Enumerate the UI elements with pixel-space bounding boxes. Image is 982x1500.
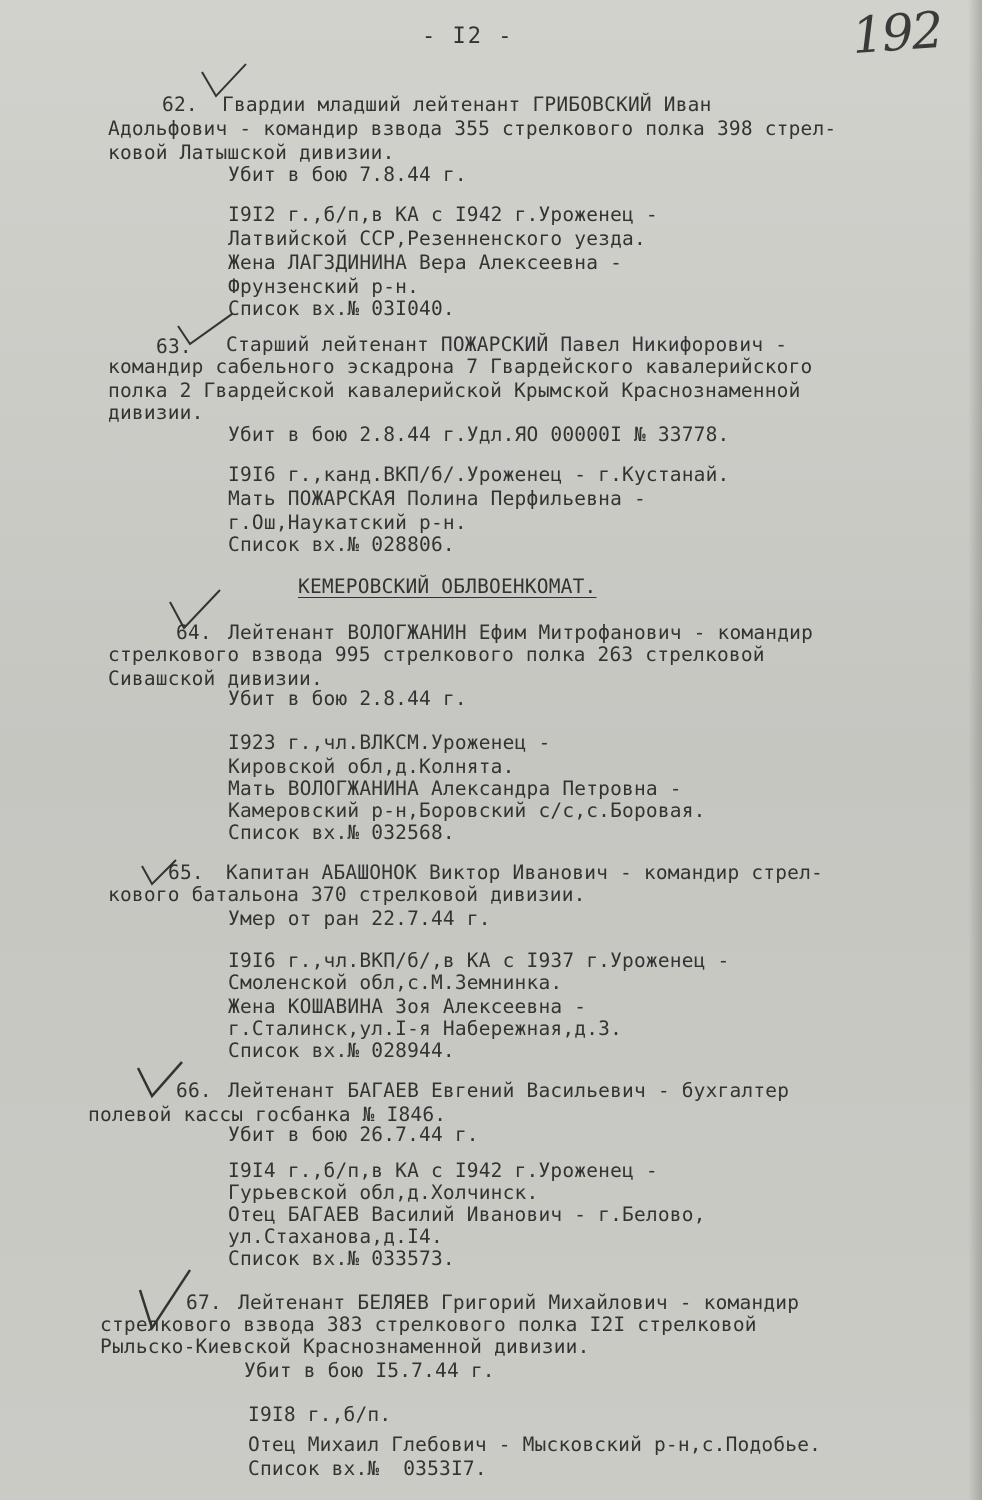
detail-line: Список вх.№ 0353I7. — [248, 1457, 487, 1480]
detail-line: Фрунзенский р-н. — [228, 275, 420, 298]
entry-number: 65. — [168, 861, 204, 884]
entry-line: Лейтенант БЕЛЯЕВ Григорий Михайлович - командир — [238, 1291, 800, 1314]
entry-line: Капитан АБАШОНОК Виктор Иванович - командир стрел- — [226, 861, 823, 884]
death-line: Убит в бою 7.8.44 г. — [228, 163, 467, 186]
entry-number: 64. — [176, 621, 212, 644]
detail-line: Список вх.№ 033573. — [228, 1247, 455, 1270]
handwritten-page-number: 192 — [850, 0, 944, 66]
detail-line: Список вх.№ 032568. — [228, 821, 455, 844]
entry-line: Старший лейтенант ПОЖАРСКИЙ Павел Никифорович - — [226, 333, 788, 356]
detail-line: Список вх.№ 028806. — [228, 533, 455, 556]
entry-line: Гвардии младший лейтенант ГРИБОВСКИЙ Иван — [222, 93, 712, 116]
detail-line: I9I4 г.,б/п,в КА с I942 г.Уроженец - — [228, 1159, 658, 1182]
entry-line: стрелкового взвода 995 стрелкового полка 263 стрелковой — [108, 643, 765, 666]
detail-line: Отец Михаил Глебович - Мысковский р-н,с.Подобье. — [248, 1433, 822, 1456]
detail-line: Камеровский р-н,Боровский с/с,с.Боровая. — [228, 799, 706, 822]
death-line: Убит в бою 2.8.44 г.Удл.ЯО 00000I № 33778. — [228, 423, 730, 446]
entry-number: 66. — [176, 1079, 212, 1102]
entry-number: 67. — [186, 1291, 222, 1314]
detail-line: Список вх.№ 03I040. — [228, 297, 455, 320]
detail-line: I9I6 г.,канд.ВКП/б/.Уроженец - г.Кустанай. — [228, 463, 730, 486]
entry-number: 62. — [162, 93, 198, 116]
entry-line: дивизии. — [108, 401, 204, 424]
detail-line: Латвийской ССР,Резенненского уезда. — [228, 227, 646, 250]
entry-line: Лейтенант БАГАЕВ Евгений Васильевич - бухгалтер — [228, 1079, 790, 1102]
death-line: Умер от ран 22.7.44 г. — [228, 907, 491, 930]
detail-line: Список вх.№ 028944. — [228, 1039, 455, 1062]
entry-line: Адольфович - командир взвода 355 стрелкового полка 398 стрел- — [108, 117, 837, 140]
death-line: Убит в бою 26.7.44 г. — [228, 1123, 479, 1146]
detail-line: Мать ВОЛОГЖАНИНА Александра Петровна - — [228, 777, 682, 800]
detail-line: Жена ЛАГЗДИНИНА Вера Алексеевна - — [228, 251, 623, 274]
death-line: Убит в бою I5.7.44 г. — [244, 1359, 495, 1382]
detail-line: Гурьевской обл,д.Холчинск. — [228, 1181, 539, 1204]
detail-line: I9I8 г.,б/п. — [248, 1403, 392, 1426]
detail-line: I9I2 г.,б/п,в КА с I942 г.Уроженец - — [228, 203, 658, 226]
detail-line: Смоленской обл,с.М.Земнинка. — [228, 971, 563, 994]
detail-line: I923 г.,чл.ВЛКСМ.Уроженец - — [228, 731, 551, 754]
entry-line: Рыльско-Киевской Краснознаменной дивизии. — [100, 1335, 590, 1358]
detail-line: Мать ПОЖАРСКАЯ Полина Перфильевна - — [228, 487, 646, 510]
detail-line: I9I6 г.,чл.ВКП/б/,в КА с I937 г.Уроженец - — [228, 949, 730, 972]
detail-line: г.Сталинск,ул.I-я Набережная,д.3. — [228, 1017, 623, 1040]
entry-number: 63. — [156, 335, 192, 358]
death-line: Убит в бою 2.8.44 г. — [228, 687, 467, 710]
entry-line: кового батальона 370 стрелковой дивизии. — [108, 883, 586, 906]
section-heading: КЕМЕРОВСКИЙ ОБЛВОЕНКОМАТ. — [298, 575, 597, 598]
entry-line: ковой Латышской дивизии. — [108, 141, 395, 164]
entry-line: стрелкового взвода 383 стрелкового полка I2I стрелковой — [100, 1313, 757, 1336]
entry-line: командир сабельного эскадрона 7 Гвардейского кавалерийского — [108, 355, 813, 378]
entry-line: Лейтенант ВОЛОГЖАНИН Ефим Митрофанович - командир — [228, 621, 814, 644]
detail-line: ул.Стаханова,д.I4. — [228, 1225, 443, 1248]
detail-line: Жена КОШАВИНА Зоя Алексеевна - — [228, 995, 587, 1018]
detail-line: Отец БАГАЕВ Василий Иванович - г.Белово, — [228, 1203, 706, 1226]
entry-line: полка 2 Гвардейской кавалерийской Крымской Краснознаменной — [108, 379, 801, 402]
detail-line: Кировской обл,д.Колнята. — [228, 755, 515, 778]
entry-line: Сивашской дивизии. — [108, 667, 323, 690]
detail-line: г.Ош,Наукатский р-н. — [228, 511, 467, 534]
page-number: - I2 - — [422, 24, 514, 49]
entry-line: полевой кассы госбанка № I846. — [88, 1103, 447, 1126]
